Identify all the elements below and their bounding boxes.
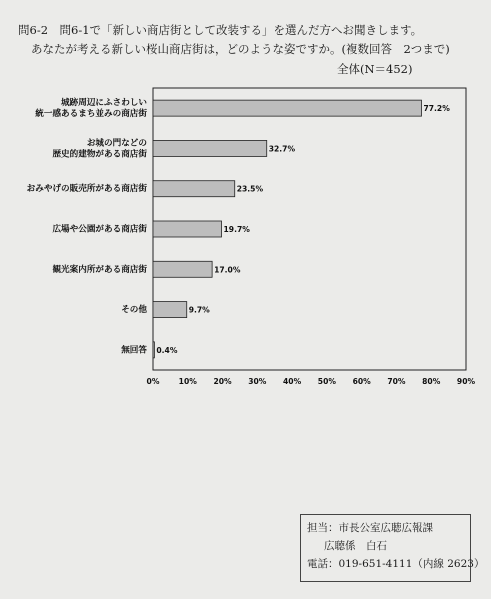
x-tick-label-70: 70%	[387, 377, 406, 386]
category-label-4: 観光案内所がある商店街	[52, 264, 147, 275]
x-tick-label-50: 50%	[317, 377, 336, 386]
bar-value-label-0: 77.2%	[423, 104, 450, 114]
bar-value-label-4: 17.0%	[214, 265, 241, 275]
x-tick-label-40: 40%	[283, 377, 302, 386]
bar-value-label-1: 32.7%	[268, 144, 296, 154]
sample-size-label: 全体(N＝452)	[337, 62, 413, 76]
x-tick-label-10: 10%	[178, 377, 197, 386]
category-label-5: その他	[121, 305, 147, 316]
x-tick-label-80: 80%	[422, 377, 441, 386]
category-label-1-line0: お城の門などの	[86, 138, 147, 149]
bar-value-label-6: 0.4%	[156, 345, 178, 355]
category-label-6: 無回答	[121, 345, 147, 356]
bar-1	[153, 140, 267, 156]
bar-value-label-5: 9.7%	[188, 305, 210, 315]
question-text-line1: 問6-2 問6-1で「新しい商店街として改装する」を選んだ方へお聞きします。	[18, 23, 423, 37]
bar-2	[153, 181, 235, 197]
contact-department: 担当：市長公室広聴広報課	[307, 522, 433, 534]
x-tick-label-20: 20%	[213, 377, 232, 386]
category-label-1-line1: 歴史的建物がある商店街	[52, 149, 147, 160]
category-label-3: 広場や公園がある商店街	[52, 224, 147, 235]
bar-5	[153, 302, 187, 318]
x-tick-label-90: 90%	[456, 377, 476, 386]
contact-box	[300, 514, 485, 582]
question-text-line2: あなたが考える新しい桜山商店街は，どのような姿ですか。(複数回答 2つまで)	[31, 42, 450, 56]
bar-value-label-2: 23.5%	[236, 184, 264, 194]
category-label-2: おみやげの販売所がある商店街	[26, 184, 147, 195]
contact-person: 広聴係 白石	[324, 540, 387, 552]
bar-value-label-3: 19.7%	[223, 225, 250, 234]
category-label-0-line1: 統一感あるまち並みの商店街	[35, 109, 147, 120]
x-tick-label-60: 60%	[352, 377, 371, 386]
bar-4	[153, 261, 212, 277]
bar-6	[153, 342, 154, 358]
x-tick-label-30: 30%	[248, 377, 267, 386]
x-tick-label-0: 0%	[146, 377, 160, 386]
bar-0	[153, 100, 421, 116]
bar-3	[153, 221, 222, 237]
category-label-0-line0: 城跡周辺にふさわしい	[61, 98, 147, 109]
contact-phone: 電話：019-651-4111（内線 2623）	[307, 558, 485, 570]
